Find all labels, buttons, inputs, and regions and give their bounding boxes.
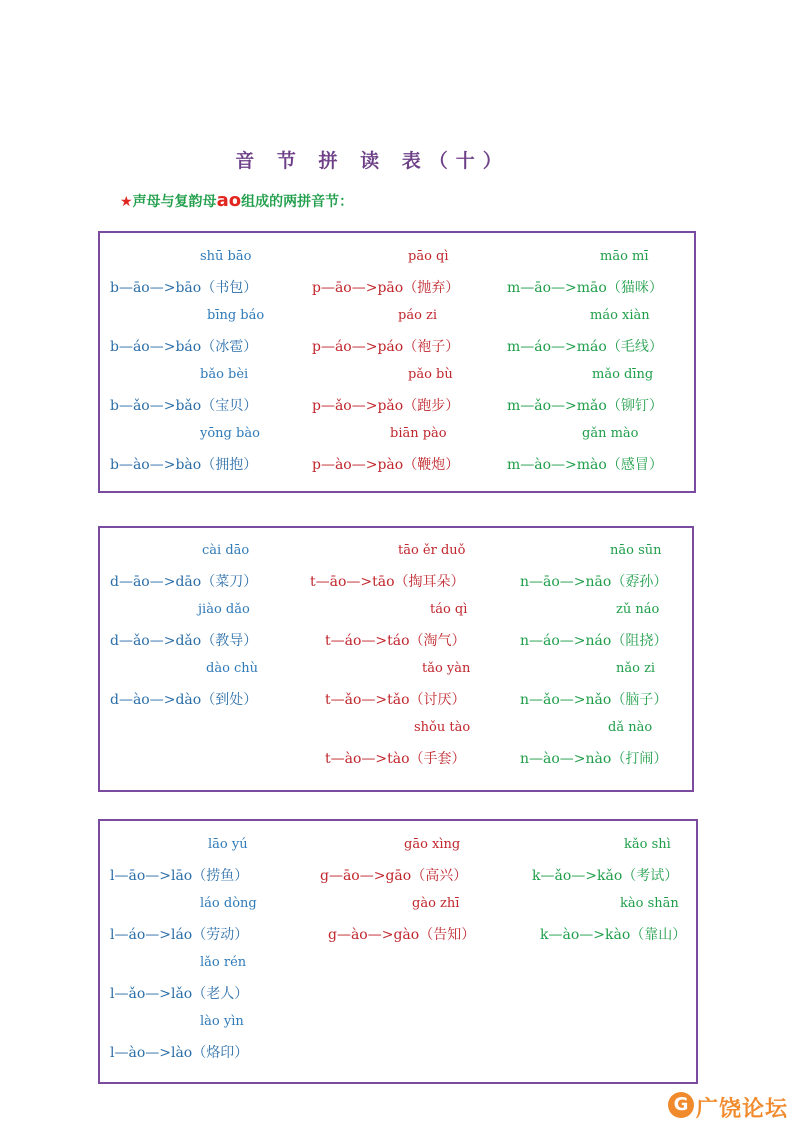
pinyin-label: gǎn mào [582,426,639,441]
pinyin-label: kào shān [620,896,679,911]
spelling-line: l—áo—>láo（劳动） [110,927,249,943]
pinyin-label: máo xiàn [590,308,650,323]
pinyin-label: lǎo rén [200,955,247,970]
spelling-line: m—ǎo—>mǎo（铆钉） [507,398,663,414]
spelling-line: k—ǎo—>kǎo（考试） [532,868,679,884]
pinyin-label: yōng bào [200,426,260,441]
pinyin-label: dǎ nào [608,720,653,735]
pinyin-label: nǎo zi [616,661,656,676]
pinyin-label: jiào dǎo [198,602,250,617]
spelling-line: l—ǎo—>lǎo（老人） [110,986,249,1002]
pinyin-label: zǔ náo [616,602,660,617]
pinyin-label: tǎo yàn [422,661,471,676]
spelling-line: m—áo—>máo（毛线） [507,339,663,355]
pinyin-label: lāo yú [208,837,248,852]
pinyin-label: kǎo shì [624,837,671,852]
spelling-line: p—ǎo—>pǎo（跑步） [312,398,460,414]
spelling-line: b—ào—>bào（拥抱） [110,457,258,473]
pinyin-label: dào chù [206,661,259,676]
pinyin-label: táo qì [430,602,468,617]
syllable-box-b-p-m [98,231,696,493]
pinyin-label: lào yìn [200,1014,244,1029]
spelling-line: d—ǎo—>dǎo（教导） [110,633,258,649]
spelling-line: g—ào—>gào（告知） [328,927,476,943]
spelling-line: n—áo—>náo（阻挠） [520,633,668,649]
pinyin-label: shǒu tào [414,720,471,735]
pinyin-label: gào zhī [412,896,460,911]
spelling-line: t—ào—>tào（手套） [325,751,466,767]
pinyin-label: tāo ěr duǒ [398,543,466,558]
spelling-line: l—ào—>lào（烙印） [110,1045,249,1061]
pinyin-label: pāo qì [408,249,449,264]
pinyin-label: shū bāo [200,249,252,264]
spelling-line: n—ǎo—>nǎo（脑子） [520,692,668,708]
spelling-line: p—āo—>pāo（抛弃） [312,280,460,296]
spelling-line: d—ào—>dào（到处） [110,692,258,708]
subtitle-ao: ao [216,190,242,211]
pinyin-label: páo zi [398,308,438,323]
star-icon: ★ [120,194,133,210]
spelling-line: t—ǎo—>tǎo（讨厌） [325,692,466,708]
spelling-line: l—āo—>lāo（捞鱼） [110,868,249,884]
spelling-line: n—āo—>nāo（孬孙） [520,574,668,590]
spelling-line: t—áo—>táo（淘气） [325,633,466,649]
spelling-line: t—āo—>tāo（掏耳朵） [310,574,465,590]
spelling-line: k—ào—>kào（靠山） [540,927,687,943]
spelling-line: n—ào—>nào（打闹） [520,751,668,767]
subtitle-prefix: 声母与复韵母 [132,194,217,210]
spelling-line: p—áo—>páo（袍子） [312,339,460,355]
spelling-line: d—āo—>dāo（菜刀） [110,574,258,590]
logo-text: 广饶论坛 [696,1097,789,1122]
logo-icon: G [668,1092,694,1118]
spelling-line: m—āo—>māo（猫咪） [507,280,663,296]
pinyin-label: pǎo bù [408,367,453,382]
syllable-box-l-g-k [98,819,698,1084]
spelling-line: b—áo—>báo（冰雹） [110,339,258,355]
pinyin-label: gāo xìng [404,837,461,852]
pinyin-label: māo mī [600,249,649,264]
subtitle [120,190,353,211]
syllable-box-d-t-n [98,526,694,792]
pinyin-label: biān pào [390,426,447,441]
spelling-line: m—ào—>mào（感冒） [507,457,663,473]
pinyin-label: láo dòng [200,896,257,911]
pinyin-label: bǎo bèi [200,367,249,382]
pinyin-label: nāo sūn [610,543,662,558]
spelling-line: g—āo—>gāo（高兴） [320,868,468,884]
watermark-logo [668,1090,794,1124]
spelling-line: b—āo—>bāo（书包） [110,280,258,296]
spelling-line: p—ào—>pào（鞭炮） [312,457,460,473]
page-title: 音 节 拼 读 表（十） [235,150,510,172]
pinyin-label: mǎo dīng [592,367,654,382]
subtitle-suffix: 组成的两拼音节： [241,194,354,210]
spelling-line: b—ǎo—>bǎo（宝贝） [110,398,258,414]
pinyin-label: cài dāo [202,543,250,558]
pinyin-label: bīng báo [207,308,265,323]
